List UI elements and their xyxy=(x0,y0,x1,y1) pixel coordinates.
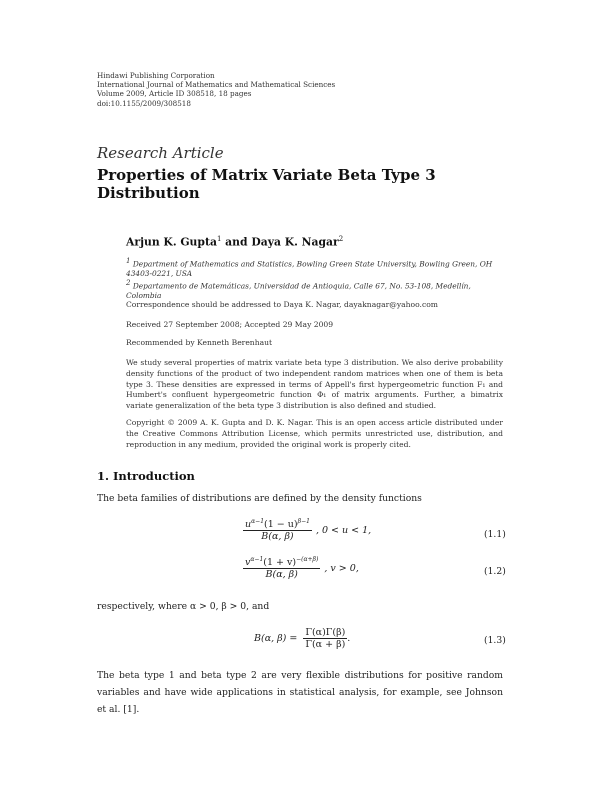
paper-title: Properties of Matrix Variate Beta Type 3 Distribution xyxy=(97,166,436,202)
author-2-sup: 2 xyxy=(338,235,344,243)
equation-1-2-denominator: B(α, β) xyxy=(265,569,298,581)
copyright-notice: Copyright © 2009 A. K. Gupta and D. K. Nagar. This is an open access article distributed under the Creative Commons Attribution License, which permits unrestricted use, distribution, and reproduction in any medium, provided the original work is properly cited. xyxy=(126,418,503,449)
equation-1-2-fraction xyxy=(243,556,320,580)
doi-line: doi:10.1155/2009/308518 xyxy=(97,98,191,108)
equation-1-1-numerator: $u^{\alpha-1}(1 - u)^{\beta-1}$ xyxy=(245,518,310,531)
author-list xyxy=(126,235,343,249)
equation-number-1-2: (1.2) xyxy=(484,566,506,577)
equation-number-1-1: (1.1) xyxy=(484,529,506,540)
equation-1-2-condition: , v > 0, xyxy=(324,562,359,574)
received-line: Received 27 September 2008; Accepted 29 May 2009 xyxy=(126,320,334,329)
equation-1-1 xyxy=(243,518,371,542)
intro-paragraph-2: respectively, where α > 0, β > 0, and xyxy=(97,601,270,612)
equation-1-3-condition: . xyxy=(347,633,351,644)
equation-1-3-lhs: B(α, β) = xyxy=(254,633,298,644)
intro-paragraph-3: The beta type 1 and beta type 2 are very flexible distributions for positive random variables and have wide applications in statistical analysis, for example, see Johnson et al. [1]. xyxy=(97,670,503,715)
equation-1-2 xyxy=(243,556,359,580)
affiliation-1 xyxy=(126,256,506,279)
equation-1-1-denominator: B(α, β) xyxy=(261,531,294,543)
affiliation-1-sup: 1 xyxy=(126,257,131,265)
volume-line: Volume 2009, Article ID 308518, 18 pages xyxy=(97,89,252,99)
equation-1-3 xyxy=(254,627,350,650)
affiliation-2-sup: 2 xyxy=(126,279,131,287)
recommended-line: Recommended by Kenneth Berenhaut xyxy=(126,338,273,347)
author-2: Daya K. Nagar xyxy=(251,235,339,249)
author-1: Arjun K. Gupta xyxy=(126,235,217,249)
author-connector: and xyxy=(225,235,248,249)
equation-1-3-numerator: Γ(α)Γ(β) xyxy=(305,627,346,638)
affiliation-2-text: Departamento de Matemáticas, Universidad de Antioquia, Calle 67, No. 53-108, Medellín, Colombia xyxy=(126,281,471,301)
equation-1-3-denominator: Γ(α + β) xyxy=(305,639,346,650)
equation-number-1-3: (1.3) xyxy=(484,635,506,646)
equation-1-3-fraction xyxy=(303,627,347,650)
journal-header xyxy=(97,71,335,108)
section-heading: 1. Introduction xyxy=(97,469,195,483)
affiliation-2 xyxy=(126,278,506,301)
journal-line: International Journal of Mathematics and Mathematical Sciences xyxy=(97,80,336,90)
article-type: Research Article xyxy=(97,144,224,162)
abstract: We study several properties of matrix variate beta type 3 distribution. We also derive probability density functions of the product of two independent random matrices when one of them is beta type 3. These densities are expressed in terms of Appell's first hypergeometric function F₁ and Humbert's confluent hypergeometric function Φ₁ of matrix arguments. Further, a bimatrix variate generalization of the beta type 3 distribution is also defined and studied. xyxy=(126,358,503,411)
affiliation-1-text: Department of Mathematics and Statistics, Bowling Green State University, Bowling Green, OH 43403-0221, USA xyxy=(126,259,493,279)
author-1-sup: 1 xyxy=(216,235,222,243)
publisher-line: Hindawi Publishing Corporation xyxy=(97,71,215,80)
equation-1-2-numerator: $v^{\alpha-1}(1 + v)^{-(\alpha+\beta)}$ xyxy=(245,556,319,569)
intro-paragraph-1: The beta families of distributions are defined by the density functions xyxy=(97,493,422,504)
equation-1-1-condition: , 0 < u < 1, xyxy=(315,524,372,536)
equation-1-1-fraction xyxy=(243,518,312,542)
correspondence-line: Correspondence should be addressed to Daya K. Nagar, dayaknagar@yahoo.com xyxy=(126,300,438,309)
